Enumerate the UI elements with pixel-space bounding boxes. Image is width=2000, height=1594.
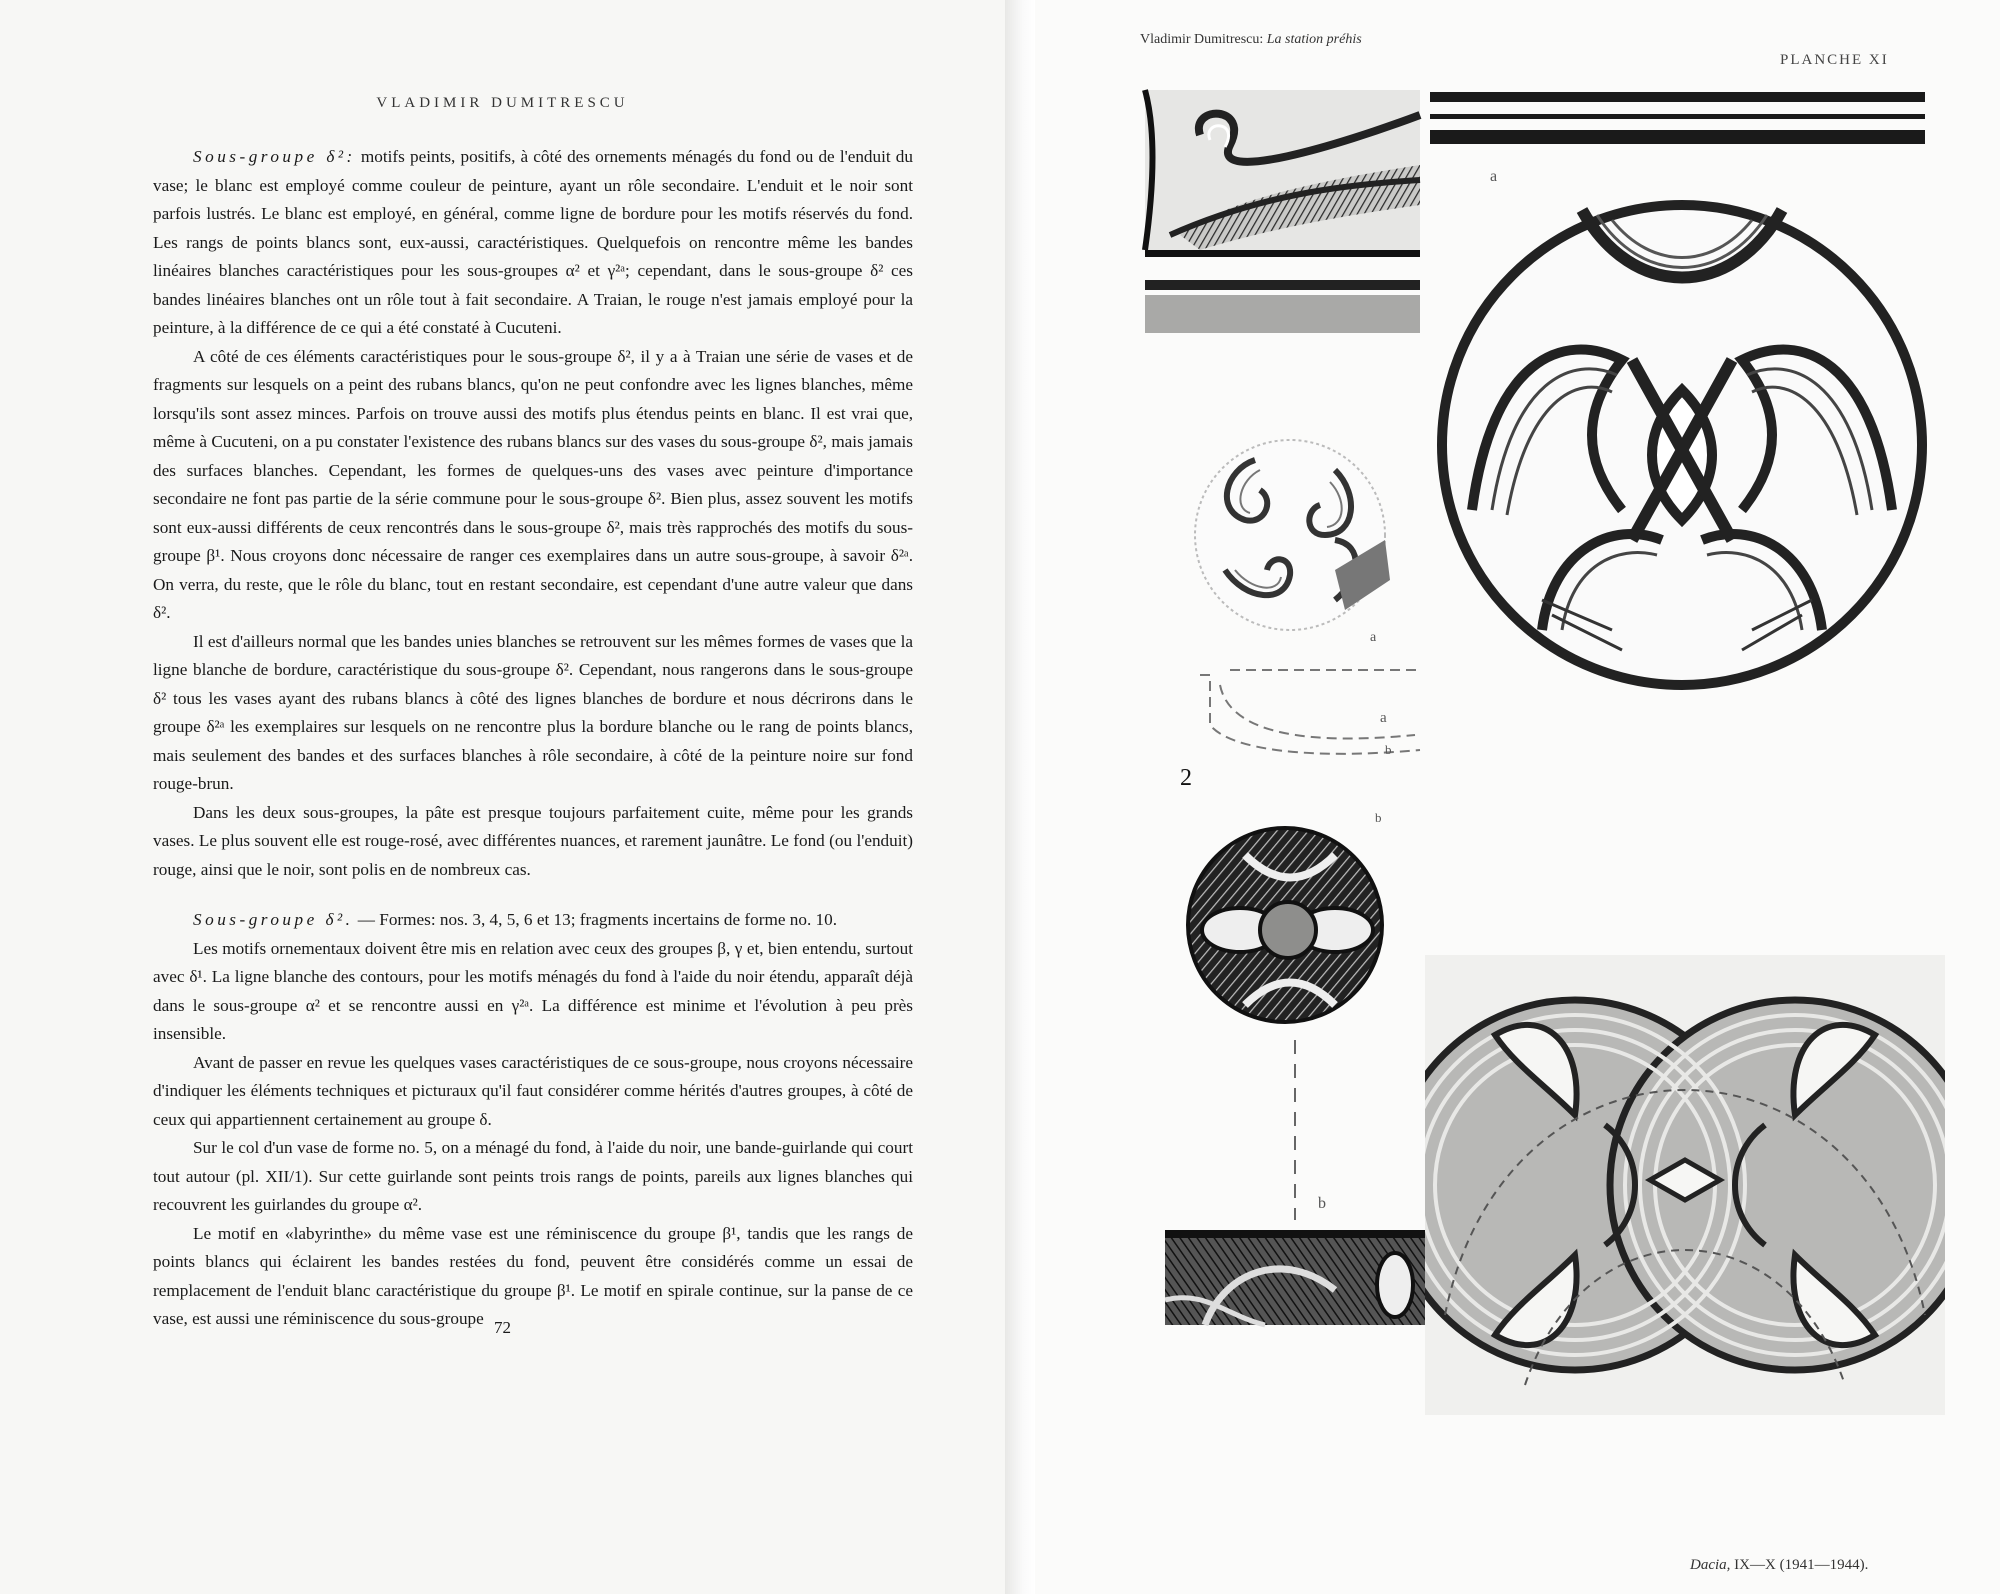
paragraph-text: Dans les deux sous-groupes, la pâte est presque toujours parfaitement cuite, même pour les grands vases. Le plus souvent elle est rouge-rosé, avec différentes nuances, et rarement jaunâtre. Le fond (ou l'enduit) rouge, ainsi que le noir, sont polis en de nombreux cas. bbox=[153, 802, 913, 879]
plate-title: PLANCHE XI bbox=[1780, 52, 1889, 68]
paragraph-lead: Sous-groupe δ²: bbox=[193, 147, 356, 166]
paragraph-text: Il est d'ailleurs normal que les bandes unies blanches se retrouvent sur les mêmes formes de vases que la ligne blanche de bordure, caractéristique du sous-groupe δ². Cependant, nous rangerons dans le sous-groupe δ² tous les vases ayant des rubans blancs à côté des lignes blanches de bordure et nous décrirons dans le groupe δ²ᵃ les exemplaires sur lesquels on ne rencontre plus la bordure blanche ou le rang de points blancs, mais seulement des bandes et des surfaces blanches à rôle secondaire, à côté de la peinture noire sur fond rouge-brun. bbox=[153, 631, 913, 793]
paragraph-text: Le motif en «labyrinthe» du même vase est une réminiscence du groupe β¹, tandis que les rangs de points blancs qui éclairent les bandes restées du fond, peuvent être considérés comme un essai de remplacement de l'enduit blanc caractéristique du groupe β¹. Le motif en spirale continue, sur la panse de ce vase, est aussi une réminiscence du sous-groupe bbox=[153, 1223, 913, 1328]
paragraph bbox=[153, 343, 913, 628]
paragraph bbox=[153, 935, 913, 1049]
running-head-author: Vladimir Dumitrescu: bbox=[1140, 32, 1267, 47]
running-head-right bbox=[1140, 32, 1362, 48]
spiral-motif-small bbox=[1185, 430, 1395, 645]
label-b-profile: b bbox=[1385, 742, 1392, 757]
paragraph bbox=[153, 628, 913, 799]
dark-circular-motif bbox=[1185, 815, 1390, 1035]
label-b-right: b bbox=[1375, 810, 1382, 825]
paragraph-text: Avant de passer en revue les quelques vases caractéristiques de ce sous-groupe, nous croyons nécessaire d'indiquer les éléments techniques et picturaux qu'il faut considérer comme hérités d'autres groupes, à côté de ceux qui appartiennent certainement au groupe δ. bbox=[153, 1052, 913, 1129]
paragraph-text: Sur le col d'un vase de forme no. 5, on a ménagé du fond, à l'aide du noir, une bande-guirlande qui court tout autour (pl. XII/1). Sur cette guirlande sont peints trois rangs de points, pareils aux lignes blanches qui recouvrent les guirlandes du groupe α². bbox=[153, 1138, 913, 1214]
page-number: 72 bbox=[494, 1318, 511, 1337]
body-text bbox=[153, 143, 913, 1334]
footer-volume: IX—X (1941—1944). bbox=[1730, 1557, 1869, 1573]
footer-journal: Dacia, bbox=[1690, 1557, 1731, 1573]
circular-motif-large-top bbox=[1432, 160, 1932, 720]
paragraph bbox=[153, 799, 913, 885]
label-b-bottom: b bbox=[1318, 1195, 1326, 1212]
paragraph-text: A côté de ces éléments caractéristiques pour le sous-groupe δ², il y a à Traian une série de vases et de fragments sur lesquels on a peint des rubans blancs, qu'on ne peut confondre avec les lignes blanches, même lorsqu'ils sont assez minces. Parfois on trouve aussi des motifs plus étendus peints en blanc. Il est vrai que, même à Cucuteni, on a pu constater l'existence des rubans blancs sur des vases du sous-groupe δ², mais jamais des surfaces blanches. Cependant, les formes de quelques-uns des vases avec peinture d'importance secondaire ne font pas partie de la série commune pour le sous-groupe δ². Bien plus, assez souvent les motifs sont eux-aussi différents de ceux rencontrés dans le sous-groupe δ², mais très rapprochés des motifs du sous-groupe β¹. Nous croyons donc nécessaire de ranger ces exemplaires dans un autre sous-groupe, à savoir δ²ᵃ. On verra, du reste, que le rôle du blanc, tout en restant secondaire, est cependant d'une autre valeur que dans δ². bbox=[153, 346, 913, 622]
paragraph-text: motifs peints, positifs, à côté des ornements ménagés du fond ou de l'enduit du vase; le blanc est employé comme couleur de peinture, ayant un rôle secondaire. L'enduit et le noir sont parfois lustrés. Le blanc est employé, en général, comme ligne de bordure pour les motifs réservés du fond. Les rangs de points blancs sont, eux-aussi, caractéristiques. Quelquefois on rencontre même les bandes linéaires blanches caractéristiques pour les sous-groupes α² et γ²ᵃ; cependant, dans le sous-groupe δ² ces bandes linéaires blanches ont un rôle tout à fait secondaire. A Traian, le rouge n'est jamais employé pour la peinture, à la différence de ce qui a été constaté à Cucuteni. bbox=[153, 147, 913, 337]
paragraph-text: Les motifs ornementaux doivent être mis en relation avec ceux des groupes β, γ et, bien entendu, surtout avec δ¹. La ligne blanche des contours, pour les motifs ménagés du fond à l'aide du noir étendu, apparaît déjà dans le sous-groupe α² et se rencontre aussi en γ²ᵃ. La différence est minime et l'évolution à peu près insensible. bbox=[153, 938, 913, 1043]
paragraph bbox=[153, 1220, 913, 1334]
rim-fragment-top bbox=[1140, 85, 1430, 340]
dashed-guide-lines bbox=[1285, 1040, 1305, 1220]
paragraph bbox=[153, 143, 913, 343]
paragraph-lead: Sous-groupe δ². bbox=[193, 910, 354, 929]
vessel-profile-outline bbox=[1190, 665, 1430, 775]
paragraph-text: — Formes: nos. 3, 4, 5, 6 et 13; fragments incertains de forme no. 10. bbox=[353, 910, 838, 929]
plate-border-lines bbox=[1430, 92, 1930, 162]
running-head: VLADIMIR DUMITRESCU bbox=[376, 95, 629, 111]
label-a-profile: a bbox=[1380, 710, 1387, 726]
label-a-top: a bbox=[1490, 168, 1498, 185]
rim-fragment-bottom bbox=[1165, 1230, 1435, 1330]
figure-number-2: 2 bbox=[1180, 765, 1192, 791]
footer-citation bbox=[1690, 1557, 1868, 1574]
figure-eight-motif-large bbox=[1425, 955, 1945, 1415]
book-gutter bbox=[1005, 0, 1035, 1594]
paragraph bbox=[153, 1134, 913, 1220]
paragraph bbox=[153, 906, 913, 935]
running-head-title: La station préhis bbox=[1266, 32, 1362, 47]
label-a-small: a bbox=[1370, 630, 1377, 645]
paragraph bbox=[153, 1049, 913, 1135]
